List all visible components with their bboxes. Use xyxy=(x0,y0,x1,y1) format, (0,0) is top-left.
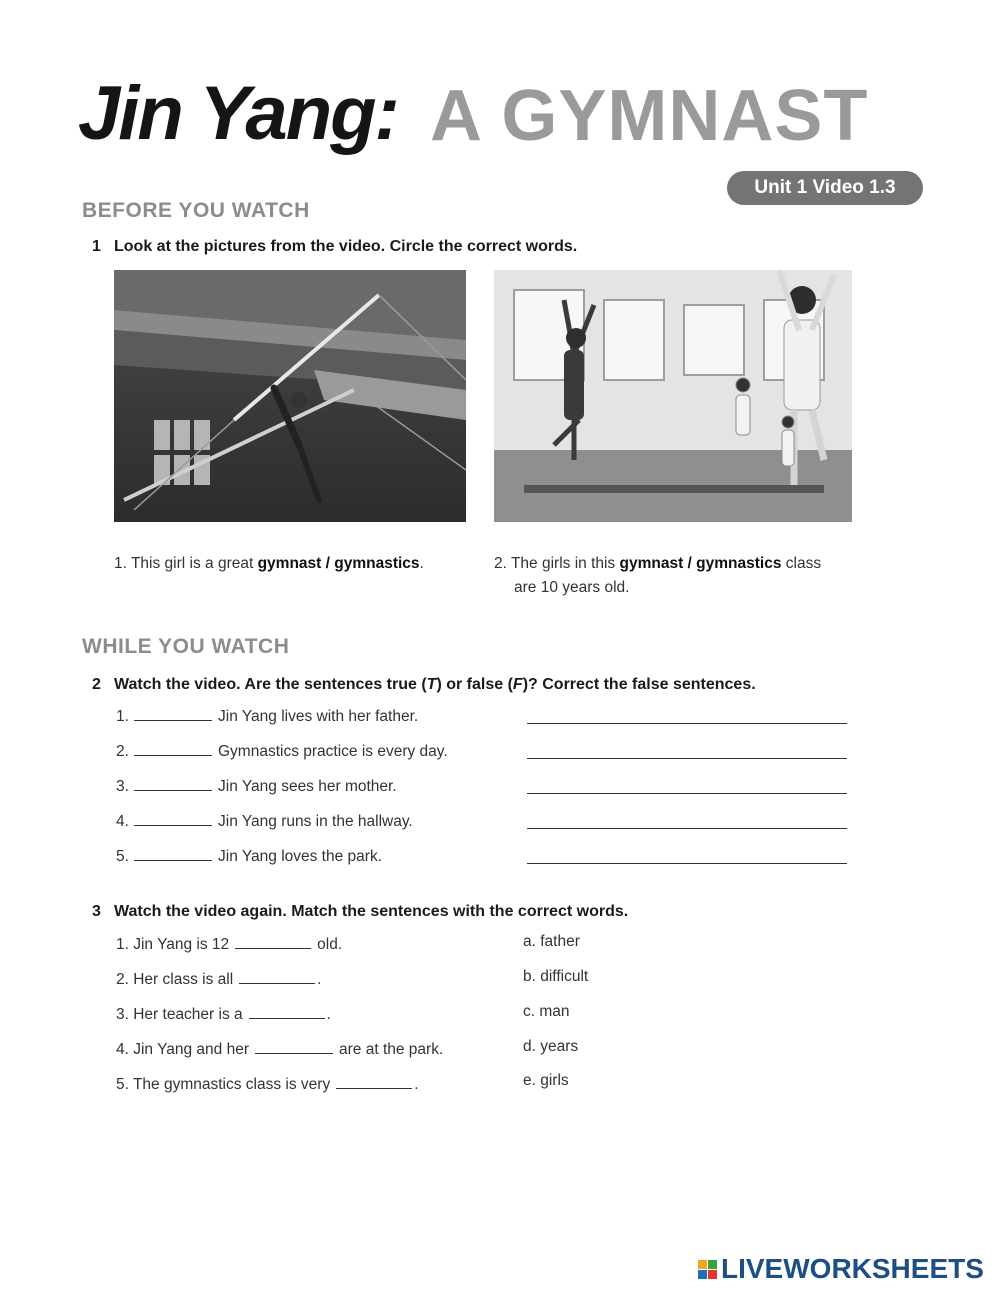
match-option-e: e. girls xyxy=(523,1072,569,1089)
tf-answer-blank[interactable] xyxy=(134,741,212,756)
question-3-number: 3 xyxy=(92,903,101,920)
tf-row-number: 1. xyxy=(116,708,129,725)
match-answer-blank[interactable] xyxy=(255,1039,333,1054)
match-option-b: b. difficult xyxy=(523,968,589,985)
correction-line-2[interactable] xyxy=(527,758,847,759)
tf-row-number: 2. xyxy=(116,743,129,760)
match-option-c: c. man xyxy=(523,1003,570,1020)
caption-2-end: class xyxy=(781,555,822,572)
match-sentence-end: old. xyxy=(317,936,343,953)
correction-line-3[interactable] xyxy=(527,793,847,794)
question-2-text-b: ) or false ( xyxy=(436,676,513,693)
gymnast-on-bars-illustration xyxy=(114,270,466,522)
tf-sentence: Jin Yang runs in the hallway. xyxy=(218,813,413,830)
tf-row-number: 3. xyxy=(116,778,129,795)
tf-sentence: Gymnastics practice is every day. xyxy=(218,743,448,760)
logo-text: LIVEWORKSHEETS xyxy=(721,1253,984,1284)
tf-row-5 xyxy=(116,846,382,866)
match-row-2 xyxy=(116,969,321,989)
tf-row-3 xyxy=(116,776,397,796)
gymnast-on-bars-photo xyxy=(114,270,466,522)
page-title: Jin Yang: xyxy=(78,71,398,156)
correction-line-1[interactable] xyxy=(527,723,847,724)
tf-answer-blank[interactable] xyxy=(134,846,212,861)
caption-1-end: . xyxy=(419,555,424,572)
tf-sentence: Jin Yang lives with her father. xyxy=(218,708,419,725)
tf-row-1 xyxy=(116,706,418,726)
match-sentence-end: . xyxy=(414,1076,419,1093)
correction-line-4[interactable] xyxy=(527,828,847,829)
match-row-1 xyxy=(116,934,342,954)
match-answer-blank[interactable] xyxy=(235,934,311,949)
unit-badge: Unit 1 Video 1.3 xyxy=(727,171,923,205)
question-3-instruction xyxy=(92,903,628,921)
question-1-instruction xyxy=(92,238,577,256)
tf-sentence: Jin Yang sees her mother. xyxy=(218,778,397,795)
logo-blocks-icon xyxy=(698,1260,717,1279)
tf-answer-blank[interactable] xyxy=(134,706,212,721)
photo-1-caption xyxy=(114,552,424,576)
match-row-5 xyxy=(116,1074,419,1094)
match-answer-blank[interactable] xyxy=(249,1004,325,1019)
caption-2-text: 2. The girls in this xyxy=(494,555,620,572)
question-3-text: Watch the video again. Match the sentences with the correct words. xyxy=(114,903,629,920)
match-sentence-start: 1. Jin Yang is 12 xyxy=(116,936,230,953)
caption-2-line2: are 10 years old. xyxy=(514,579,630,596)
tf-row-number: 4. xyxy=(116,813,129,830)
match-sentence-start: 2. Her class is all xyxy=(116,971,234,988)
caption-1-options[interactable]: gymnast / gymnastics xyxy=(257,555,420,572)
question-2-false-letter: F xyxy=(512,676,523,693)
tf-answer-blank[interactable] xyxy=(134,811,212,826)
match-sentence-end: are at the park. xyxy=(339,1041,444,1058)
question-1-text: Look at the pictures from the video. Circle the correct words. xyxy=(114,238,578,255)
question-2-text-c: )? Correct the false sentences. xyxy=(522,676,756,693)
match-row-3 xyxy=(116,1004,331,1024)
caption-2-options[interactable]: gymnast / gymnastics xyxy=(619,555,782,572)
question-2-instruction xyxy=(92,676,756,694)
match-sentence-start: 5. The gymnastics class is very xyxy=(116,1076,331,1093)
match-sentence-start: 4. Jin Yang and her xyxy=(116,1041,249,1058)
liveworksheets-logo[interactable] xyxy=(698,1253,984,1285)
tf-row-4 xyxy=(116,811,413,831)
gymnastics-class-illustration xyxy=(494,270,852,522)
before-you-watch-heading: BEFORE YOU WATCH xyxy=(82,199,310,222)
tf-row-2 xyxy=(116,741,448,761)
match-sentence-start: 3. Her teacher is a xyxy=(116,1006,243,1023)
gymnastics-class-photo xyxy=(494,270,852,522)
question-2-true-letter: T xyxy=(426,676,437,693)
match-row-4 xyxy=(116,1039,443,1059)
question-2-text-a: Watch the video. Are the sentences true ( xyxy=(114,676,427,693)
tf-sentence: Jin Yang loves the park. xyxy=(218,848,382,865)
match-sentence-end: . xyxy=(326,1006,331,1023)
while-you-watch-heading: WHILE YOU WATCH xyxy=(82,635,290,658)
correction-line-5[interactable] xyxy=(527,863,847,864)
match-option-d: d. years xyxy=(523,1038,579,1055)
page-subtitle: A GYMNAST xyxy=(430,76,869,156)
match-option-a: a. father xyxy=(523,933,580,950)
match-answer-blank[interactable] xyxy=(336,1074,412,1089)
match-answer-blank[interactable] xyxy=(239,969,315,984)
photo-2-caption xyxy=(494,552,874,600)
match-sentence-end: . xyxy=(317,971,322,988)
tf-row-number: 5. xyxy=(116,848,129,865)
question-2-number: 2 xyxy=(92,676,101,693)
caption-1-text: 1. This girl is a great xyxy=(114,555,258,572)
tf-answer-blank[interactable] xyxy=(134,776,212,791)
question-1-number: 1 xyxy=(92,238,101,255)
